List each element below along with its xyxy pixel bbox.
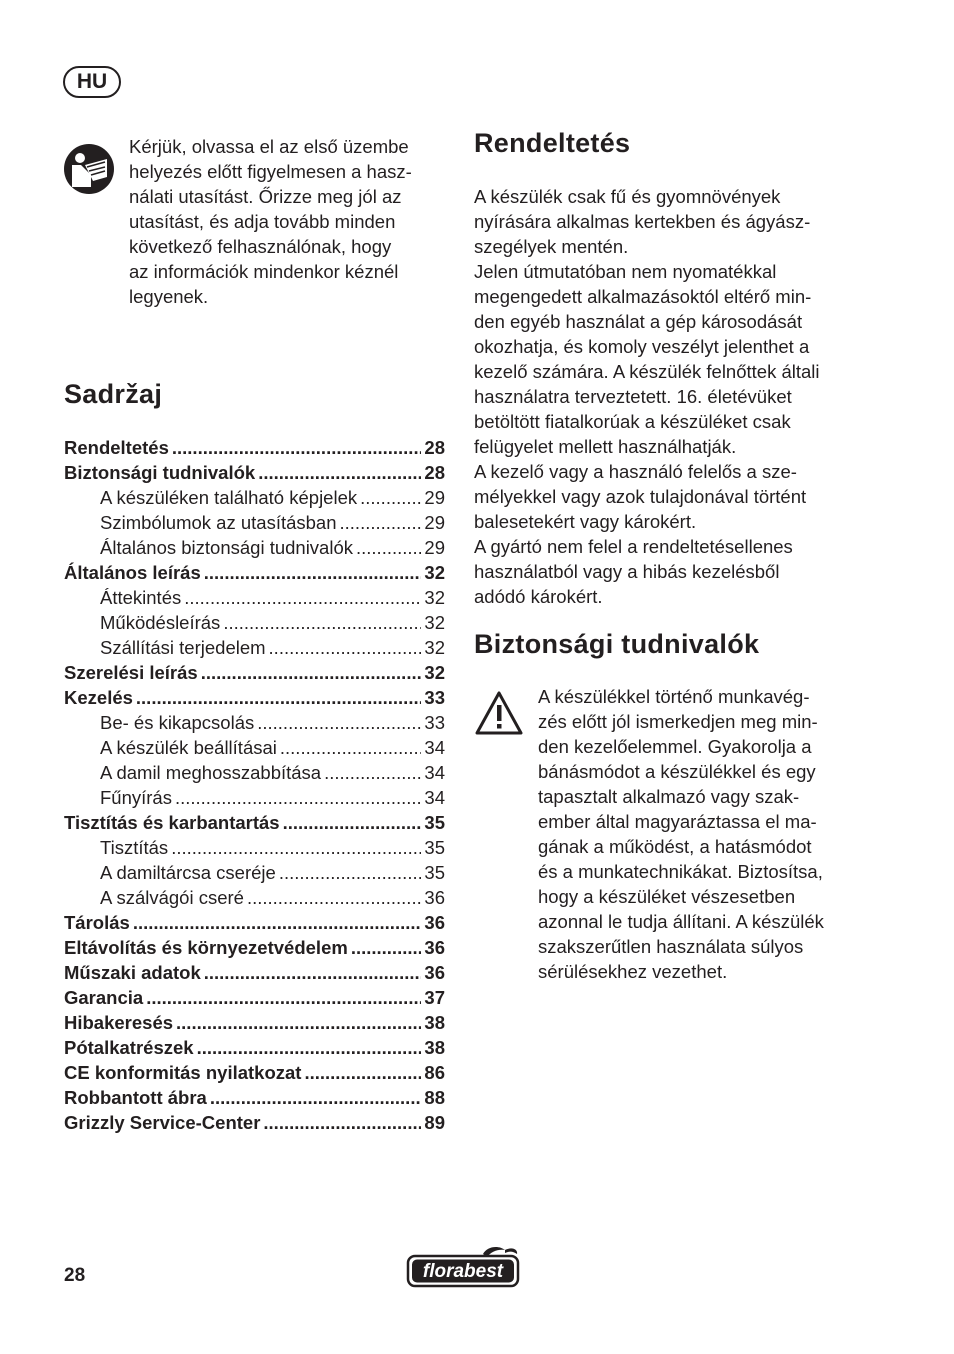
toc-entry-label: Eltávolítás és környezetvédelem: [64, 937, 348, 958]
safety-text: [538, 684, 898, 984]
toc-entry[interactable]: [64, 510, 445, 535]
toc-entry[interactable]: [64, 935, 445, 960]
svg-text:florabest: florabest: [422, 1261, 504, 1282]
section_purpose-line: A készülék csak fű és gyomnövények: [474, 186, 781, 207]
toc-entry-page: 38: [424, 1012, 445, 1033]
toc-entry[interactable]: [64, 685, 445, 710]
toc-entry-label: Robbantott ábra: [64, 1087, 207, 1108]
toc-leader-dots: [171, 835, 421, 860]
toc-entry-label: Pótalkatrészek: [64, 1037, 194, 1058]
section_purpose-line: adódó károkért.: [474, 586, 603, 607]
toc-entry-page: 36: [424, 887, 445, 908]
toc-leader-dots: [201, 660, 422, 685]
section_purpose-line: szegélyek mentén.: [474, 236, 629, 257]
toc-leader-dots: [146, 985, 421, 1010]
toc-entry[interactable]: [64, 860, 445, 885]
toc-entry[interactable]: [64, 485, 445, 510]
toc-entry[interactable]: [64, 885, 445, 910]
section_purpose-line: betöltött fiatalkorúak a készüléket csak: [474, 411, 791, 432]
intro-line: Kérjük, olvassa el az első üzembe: [129, 136, 409, 157]
toc-leader-dots: [340, 510, 422, 535]
toc-entry[interactable]: [64, 560, 445, 585]
toc-entry[interactable]: [64, 660, 445, 685]
section_purpose-line: nyírására alkalmas kertekben és ágyász-: [474, 211, 811, 232]
toc-entry[interactable]: [64, 735, 445, 760]
toc-entry[interactable]: [64, 1010, 445, 1035]
toc-entry-page: 32: [424, 637, 445, 658]
toc-entry-label: Szerelési leírás: [64, 662, 198, 683]
toc-entry[interactable]: [64, 710, 445, 735]
toc-entry-page: 89: [424, 1112, 445, 1133]
toc-entry[interactable]: [64, 1110, 445, 1135]
section_purpose-line: kezelő számára. A készülék felnőttek általi: [474, 361, 820, 382]
toc-leader-dots: [210, 1085, 422, 1110]
toc-entry[interactable]: [64, 535, 445, 560]
toc-entry-page: 34: [424, 762, 445, 783]
section_purpose-line: mélyekkel vagy azok tulajdonával történt: [474, 486, 807, 507]
section_purpose-line: használatra terveztetett. 16. életévüket: [474, 386, 792, 407]
toc-entry-page: 33: [424, 687, 445, 708]
toc-leader-dots: [223, 610, 421, 635]
toc-entry[interactable]: [64, 760, 445, 785]
toc-entry-page: 32: [424, 562, 445, 583]
section_purpose-line: den egyéb használat a gép károsodását: [474, 311, 803, 332]
toc-leader-dots: [324, 760, 421, 785]
toc-entry-label: A készülék beállításai: [100, 737, 277, 758]
toc-leader-dots: [269, 635, 422, 660]
toc-entry-label: Garancia: [64, 987, 144, 1008]
section_safety-line: és a munkatechnikákat. Biztosítsa,: [538, 861, 823, 882]
purpose-text: [474, 184, 894, 609]
section_safety-line: tapasztalt alkalmazó vagy szak-: [538, 786, 800, 807]
section_purpose-line: balesetekért vagy károkért.: [474, 511, 697, 532]
toc-entry[interactable]: [64, 1085, 445, 1110]
intro-line: nálati utasítást. Őrizze meg jól az: [129, 186, 402, 207]
toc-leader-dots: [175, 785, 421, 810]
warning-icon: [474, 690, 524, 736]
toc-leader-dots: [136, 685, 422, 710]
toc-entry-label: A damiltárcsa cseréje: [100, 862, 276, 883]
language-badge: HU: [63, 66, 121, 98]
section_safety-line: A készülékkel történő munkavég-: [538, 686, 810, 707]
toc-entry-label: A damil meghosszabbítása: [100, 762, 322, 783]
toc-entry-page: 35: [424, 837, 445, 858]
toc-entry-label: Szállítási terjedelem: [100, 637, 266, 658]
toc-leader-dots: [197, 1035, 422, 1060]
section_safety-line: gának a működést, a hatásmódot: [538, 836, 812, 857]
toc-leader-dots: [133, 910, 422, 935]
toc-entry-page: 37: [424, 987, 445, 1008]
toc-leader-dots: [257, 710, 421, 735]
toc-entry[interactable]: [64, 960, 445, 985]
page-number: 28: [64, 1265, 86, 1286]
section_safety-line: sérülésekhez vezethet.: [538, 961, 728, 982]
section_safety-line: den kezelőelemmel. Gyakorolja a: [538, 736, 812, 757]
toc-leader-dots: [172, 435, 422, 460]
toc-entry[interactable]: [64, 1060, 445, 1085]
toc-entry[interactable]: [64, 1035, 445, 1060]
toc-entry-label: Kezelés: [64, 687, 133, 708]
safety-heading: Biztonsági tudnivalók: [474, 629, 760, 659]
toc-entry-page: 28: [424, 462, 445, 483]
toc-entry-label: Be- és kikapcsolás: [100, 712, 255, 733]
toc-entry-label: Tisztítás: [100, 837, 169, 858]
toc-leader-dots: [356, 535, 421, 560]
toc-entry-page: 29: [424, 537, 445, 558]
toc-entry-page: 29: [424, 487, 445, 508]
section_purpose-line: felügyelet mellett használhatják.: [474, 436, 737, 457]
toc-entry-page: 32: [424, 662, 445, 683]
toc-entry-page: 32: [424, 587, 445, 608]
toc-entry-label: Működésleírás: [100, 612, 221, 633]
intro-line: helyezés előtt figyelmesen a hasz-: [129, 161, 412, 182]
intro-line: legyenek.: [129, 286, 209, 307]
toc-entry[interactable]: [64, 785, 445, 810]
toc-entry-label: Tisztítás és karbantartás: [64, 812, 280, 833]
toc-entry[interactable]: [64, 985, 445, 1010]
toc-entry-label: Általános leírás: [64, 562, 201, 583]
toc-leader-dots: [258, 460, 421, 485]
table-of-contents: [64, 435, 445, 1135]
toc-entry-page: 29: [424, 512, 445, 533]
toc-entry-page: 32: [424, 612, 445, 633]
toc-entry-page: 28: [424, 437, 445, 458]
toc-entry[interactable]: [64, 910, 445, 935]
toc-entry[interactable]: [64, 585, 445, 610]
section_safety-line: ember által magyaráztassa el ma-: [538, 811, 817, 832]
toc-leader-dots: [204, 560, 422, 585]
intro-line: az információk mindenkor kéznél: [129, 261, 399, 282]
toc-entry-page: 34: [424, 787, 445, 808]
section_safety-line: azonnal le tudja állítani. A készülék: [538, 911, 824, 932]
toc-leader-dots: [176, 1010, 421, 1035]
section_safety-line: zés előtt jól ismerkedjen meg min-: [538, 711, 818, 732]
toc-entry-label: Grizzly Service-Center: [64, 1112, 261, 1133]
toc-entry-label: CE konformitás nyilatkozat: [64, 1062, 302, 1083]
read-manual-icon: [63, 143, 115, 195]
toc-entry[interactable]: [64, 835, 445, 860]
toc-entry-label: Fűnyírás: [100, 787, 172, 808]
toc-entry[interactable]: [64, 810, 445, 835]
section_purpose-line: A gyártó nem felel a rendeltetésellenes: [474, 536, 793, 557]
toc-leader-dots: [263, 1110, 421, 1135]
section_purpose-line: megengedett alkalmazásoktól eltérő min-: [474, 286, 812, 307]
section_purpose-line: okozhatja, és komoly veszélyt jelenthet a: [474, 336, 810, 357]
toc-entry-label: Áttekintés: [100, 587, 182, 608]
toc-entry-page: 35: [424, 812, 445, 833]
toc-entry-page: 33: [424, 712, 445, 733]
intro-text: [129, 134, 449, 309]
toc-entry-page: 38: [424, 1037, 445, 1058]
intro-line: utasítást, és adja tovább minden: [129, 211, 396, 232]
section_purpose-line: használatból vagy a hibás kezelésből: [474, 561, 780, 582]
toc-entry-label: Biztonsági tudnivalók: [64, 462, 256, 483]
toc-entry-page: 35: [424, 862, 445, 883]
toc-leader-dots: [204, 960, 422, 985]
toc-entry[interactable]: [64, 460, 445, 485]
toc-entry[interactable]: [64, 610, 445, 635]
toc-leader-dots: [279, 860, 422, 885]
toc-entry-label: Tárolás: [64, 912, 130, 933]
toc-leader-dots: [304, 1060, 421, 1085]
toc-leader-dots: [283, 810, 422, 835]
section_safety-line: szakszerűtlen használata súlyos: [538, 936, 804, 957]
toc-leader-dots: [247, 885, 421, 910]
section_purpose-line: A kezelő vagy a használó felelős a sze-: [474, 461, 797, 482]
toc-entry[interactable]: [64, 635, 445, 660]
section_safety-line: bánásmódot a készülékkel és egy: [538, 761, 816, 782]
toc-entry-label: A szálvágói cseré: [100, 887, 244, 908]
toc-entry-page: 36: [424, 962, 445, 983]
toc-entry-page: 88: [424, 1087, 445, 1108]
toc-entry-page: 86: [424, 1062, 445, 1083]
toc-leader-dots: [184, 585, 421, 610]
toc-entry-label: Általános biztonsági tudnivalók: [100, 537, 353, 558]
toc-entry-page: 36: [424, 937, 445, 958]
toc-leader-dots: [351, 935, 422, 960]
toc-entry[interactable]: [64, 435, 445, 460]
section_purpose-line: Jelen útmutatóban nem nyomatékkal: [474, 261, 777, 282]
toc-entry-page: 34: [424, 737, 445, 758]
toc-entry-label: Hibakeresés: [64, 1012, 174, 1033]
toc-entry-label: A készüléken található képjelek: [100, 487, 358, 508]
toc-entry-page: 36: [424, 912, 445, 933]
toc-entry-label: Szimbólumok az utasításban: [100, 512, 337, 533]
florabest-logo: [405, 1244, 521, 1290]
intro-line: következő felhasználónak, hogy: [129, 236, 392, 257]
toc-entry-label: Rendeltetés: [64, 437, 169, 458]
toc-leader-dots: [280, 735, 422, 760]
section_safety-line: hogy a készüléket vészesetben: [538, 886, 796, 907]
purpose-heading: Rendeltetés: [474, 128, 631, 158]
toc-entry-label: Műszaki adatok: [64, 962, 201, 983]
toc-leader-dots: [360, 485, 421, 510]
toc-title: Sadržaj: [64, 379, 163, 409]
